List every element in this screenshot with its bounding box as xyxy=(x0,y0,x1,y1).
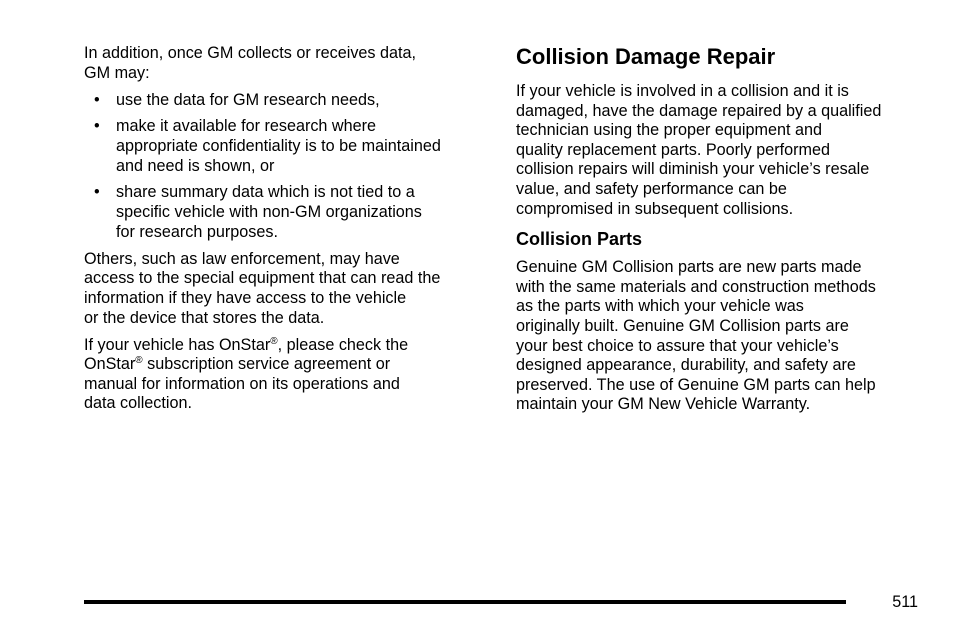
left-column xyxy=(84,44,484,421)
collision-repair-paragraph: If your vehicle is involved in a collision and it is damaged, have the damage repaired by a qualified technician using the proper equipment and quality replacement parts. Poorly performed collision repairs will diminish your vehicle’s resale value, and safety performance can be compromised in subsequent collisions. xyxy=(516,82,882,218)
list-item-text: share summary data which is not tied to a specific vehicle with non-GM organizations for research purposes. xyxy=(116,183,422,241)
data-use-list xyxy=(84,91,484,243)
intro-paragraph: In addition, once GM collects or receives data, GM may: xyxy=(84,44,417,82)
list-item-text: make it available for research where appropriate confidentiality is to be maintained and need is shown, or xyxy=(116,117,441,175)
list-item-text: use the data for GM research needs, xyxy=(116,90,380,109)
collision-parts-paragraph: Genuine GM Collision parts are new parts made with the same materials and construction methods as the parts with which your vehicle was originally built. Genuine GM Collision parts are your best choice to assure that your vehicle’s designed appearance, durability, and safety are preserved. The use of Genuine GM parts can help maintain your GM New Vehicle Warranty. xyxy=(516,258,876,414)
bullet-icon: • xyxy=(94,183,100,202)
onstar-text-3: subscription service agreement or manual for information on its operations and data collection. xyxy=(84,355,400,413)
right-column xyxy=(516,44,920,422)
page-number: 511 xyxy=(892,593,918,611)
others-paragraph: Others, such as law enforcement, may have access to the special equipment that can read the information if they have access to the vehicle or the device that stores the data. xyxy=(84,249,441,327)
footer-rule xyxy=(84,600,846,604)
onstar-text-2: , please check the OnStar xyxy=(84,335,409,374)
onstar-text-1: If your vehicle has OnStar xyxy=(84,335,271,354)
registered-mark: ® xyxy=(135,355,143,367)
list-item xyxy=(84,91,484,111)
list-item xyxy=(84,183,484,242)
bullet-icon: • xyxy=(94,90,100,109)
bullet-icon: • xyxy=(94,117,100,136)
registered-mark: ® xyxy=(270,335,278,347)
list-item xyxy=(84,117,484,176)
onstar-paragraph xyxy=(84,336,484,414)
section-heading: Collision Damage Repair xyxy=(516,44,776,69)
subsection-heading: Collision Parts xyxy=(516,229,643,250)
